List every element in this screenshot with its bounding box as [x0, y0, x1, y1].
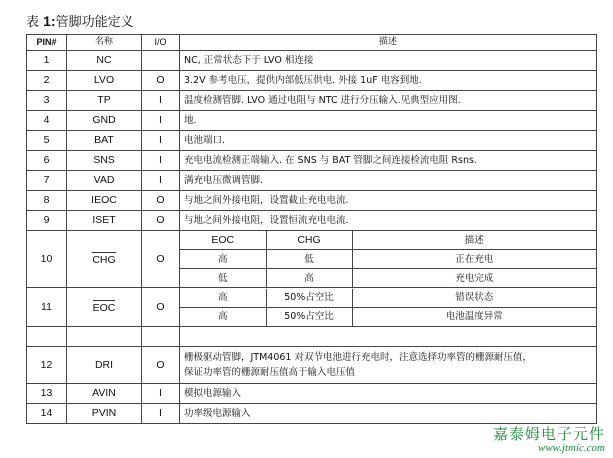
pin-name: AVIN [67, 384, 142, 404]
pin-name: PVIN [67, 404, 142, 424]
table-row [27, 231, 597, 288]
empty-row [27, 327, 597, 347]
pin-name-overlined: EOC [92, 301, 116, 314]
pin-number: 9 [27, 211, 67, 231]
pin-number: 1 [27, 51, 67, 71]
pin-number: 5 [27, 131, 67, 151]
pin-desc: 与地之间外接电阻，设置恒流充电电流. [180, 211, 597, 231]
pin-function-table [26, 34, 597, 424]
pin-desc: 与地之间外接电阻，设置截止充电电流. [180, 191, 597, 211]
table-row [27, 347, 597, 384]
pin-name: GND [67, 111, 142, 131]
title-number: 1: [43, 13, 56, 29]
pin-desc: 充电电流检测正端输入. 在 SNS 与 BAT 管脚之间连接检流电阻 Rsns. [180, 151, 597, 171]
pin-number: 7 [27, 171, 67, 191]
pin-io: I [142, 131, 180, 151]
table-row [27, 51, 597, 71]
pin-number: 10 [27, 231, 67, 288]
table-row [27, 91, 597, 111]
pin-io: O [142, 71, 180, 91]
sub-row [180, 250, 596, 269]
sub-cell-eoc: 低 [180, 269, 266, 288]
watermark-url: www.jtmic.com [537, 442, 605, 454]
table-row [27, 151, 597, 171]
eoc-state-table [180, 289, 596, 326]
table-row [27, 384, 597, 404]
pin-name: NC [67, 51, 142, 71]
pin-desc: 3.2V 参考电压，提供内部低压供电. 外接 1uF 电容到地. [180, 71, 597, 91]
pin-desc [180, 347, 597, 384]
watermark [493, 426, 605, 454]
table-title [26, 13, 134, 31]
pin-io: O [142, 191, 180, 211]
pin-number: 2 [27, 71, 67, 91]
sub-header-row [180, 231, 596, 250]
sub-cell-eoc: 高 [180, 307, 266, 326]
pin-desc: 电池端口. [180, 131, 597, 151]
pin-name: DRI [67, 347, 142, 384]
header-desc: 描述 [180, 35, 597, 51]
table-row [27, 288, 597, 327]
pin-io: I [142, 151, 180, 171]
sub-cell-chg: 低 [266, 250, 352, 269]
sub-row [180, 307, 596, 326]
sub-cell-chg: 高 [266, 269, 352, 288]
pin-number: 11 [27, 288, 67, 327]
pin-io: I [142, 111, 180, 131]
pin-name: VAD [67, 171, 142, 191]
table-row [27, 404, 597, 424]
pin-desc: 温度检测管脚. LVO 通过电阻与 NTC 进行分压输入.见典型应用图. [180, 91, 597, 111]
table-row [27, 191, 597, 211]
pin-number: 12 [27, 347, 67, 384]
sub-cell-desc: 正在充电 [352, 250, 596, 269]
watermark-company: 嘉泰姆电子元件 [492, 425, 605, 443]
header-name: 名称 [67, 35, 142, 51]
pin-number: 8 [27, 191, 67, 211]
sub-cell-desc: 电池温度异常 [445, 311, 503, 322]
pin-io: O [142, 347, 180, 384]
pin-name [67, 231, 142, 288]
table-row [27, 211, 597, 231]
sub-cell-chg: 50%占空比 [266, 289, 352, 308]
pin-io: O [142, 288, 180, 327]
pin-desc: 模拟电源输入 [180, 384, 597, 404]
pin-io: I [142, 91, 180, 111]
pin-desc-line-1: 栅极驱动管脚，JTM4061 对双节电池进行充电时，注意选择功率管的栅源耐压值， [184, 352, 532, 363]
table-row [27, 171, 597, 191]
pin-desc: NC, 正常状态下于 LVO 相连接 [180, 51, 597, 71]
pin-number: 4 [27, 111, 67, 131]
pin-number: 13 [27, 384, 67, 404]
pin-number: 3 [27, 91, 67, 111]
pin-io [142, 51, 180, 71]
pin-name: LVO [67, 71, 142, 91]
pin-name: ISET [67, 211, 142, 231]
pin-name-overlined: CHG [92, 253, 116, 266]
eoc-state-table-cell [180, 288, 597, 327]
sub-cell-chg: 50%占空比 [266, 307, 352, 326]
sub-header-desc: 描述 [352, 231, 596, 250]
sub-cell-desc: 错误状态 [352, 289, 596, 308]
pin-io: O [142, 211, 180, 231]
title-prefix: 表 [26, 15, 40, 30]
pin-desc: 满充电压微调管脚. [180, 171, 597, 191]
table-row [27, 111, 597, 131]
table-row [27, 71, 597, 91]
table-row [27, 131, 597, 151]
header-pin: PIN# [27, 35, 67, 51]
sub-cell-eoc: 高 [180, 250, 266, 269]
pin-desc-line-2: 保证功率管的栅源耐压值高于输入电压值 [184, 367, 356, 378]
sub-cell-eoc: 高 [180, 289, 266, 308]
chg-state-table-cell [180, 231, 597, 288]
pin-name [67, 288, 142, 327]
pin-io: O [142, 231, 180, 288]
pin-io: I [142, 384, 180, 404]
header-row [27, 35, 597, 51]
sub-header-chg: CHG [266, 231, 352, 250]
pin-desc: 地. [180, 111, 597, 131]
sub-row [180, 269, 596, 288]
sub-header-eoc: EOC [180, 231, 266, 250]
pin-number: 14 [27, 404, 67, 424]
pin-name: BAT [67, 131, 142, 151]
pin-name: SNS [67, 151, 142, 171]
sub-cell-desc: 充电完成 [455, 272, 494, 284]
pin-desc: 功率级电源输入 [180, 404, 597, 424]
sub-row [180, 289, 596, 308]
pin-name: TP [67, 91, 142, 111]
header-io: I/O [142, 35, 180, 51]
pin-name: IEOC [67, 191, 142, 211]
pin-number: 6 [27, 151, 67, 171]
pin-io: I [142, 171, 180, 191]
pin-io: I [142, 404, 180, 424]
chg-state-table [180, 231, 596, 287]
title-text: 管脚功能定义 [55, 15, 134, 30]
